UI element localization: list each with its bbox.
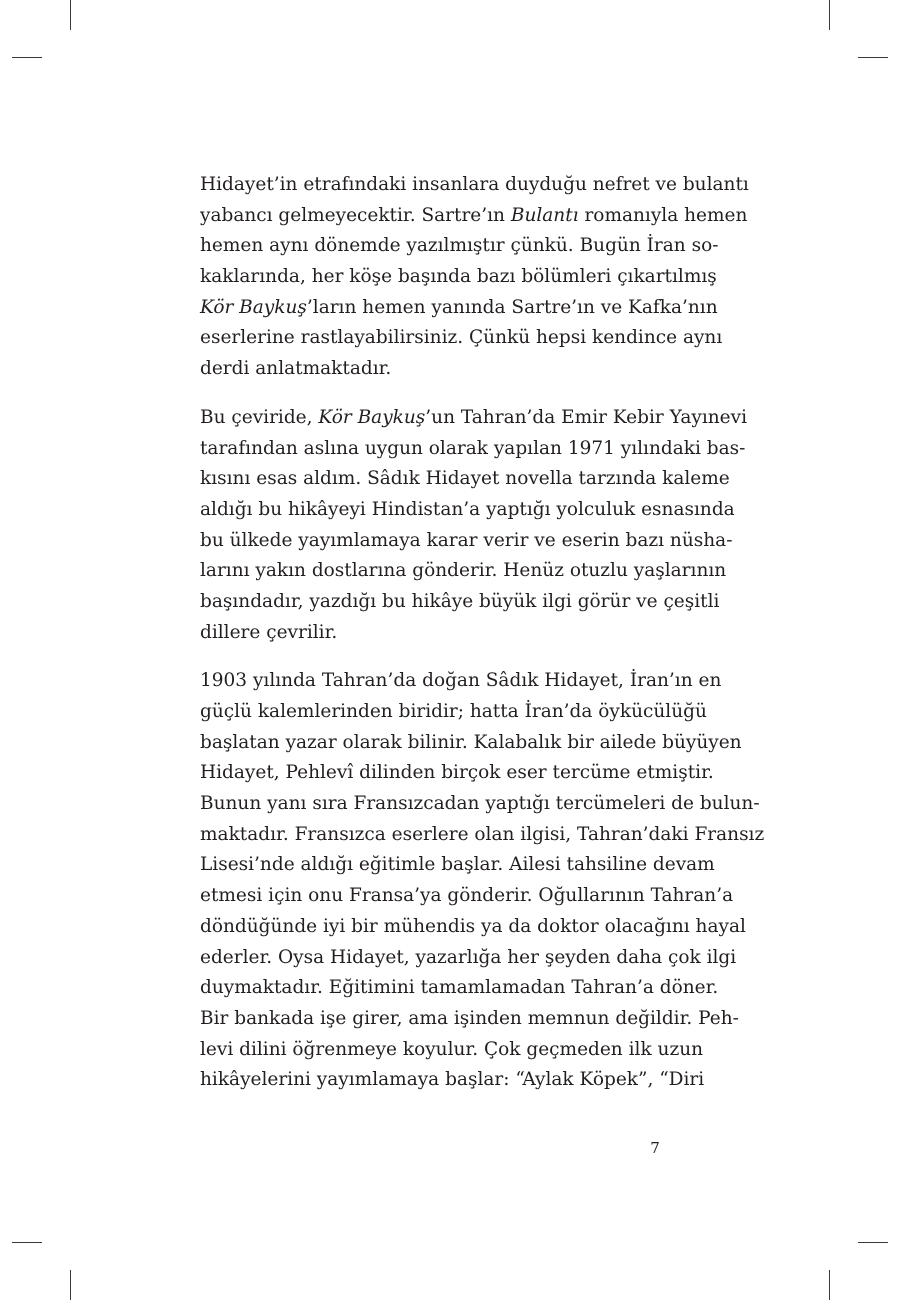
text-line — [200, 758, 714, 789]
crop-mark-right-bottom — [858, 1242, 888, 1243]
text-line — [200, 1065, 705, 1096]
text-line — [200, 1035, 704, 1066]
text-run: dillere çevrilir. — [200, 621, 338, 643]
text-run: tarafından aslına uygun olarak yapılan 1971 yılındaki bas- — [200, 437, 746, 459]
paragraph — [200, 403, 747, 649]
text-run: hemen aynı dönemde yazılmıştır çünkü. Bugün İran so- — [200, 235, 719, 257]
text-run: eserlerine rastlayabilirsiniz. Çünkü hepsi kendince aynı — [200, 327, 723, 349]
text-run: Bu çeviride, — [200, 406, 319, 428]
text-run: ederler. Oysa Hidayet, yazarlığa her şeyden daha çok ilgi — [200, 946, 737, 968]
page-number: 7 — [650, 1139, 660, 1157]
crop-mark-left-bottom — [12, 1242, 42, 1243]
text-run: duymaktadır. Eğitimini tamamlamadan Tahran’a döner. — [200, 977, 719, 999]
italic-title: Kör Baykuş — [200, 296, 307, 318]
text-line — [200, 587, 720, 618]
crop-mark-right-top — [858, 57, 888, 58]
text-run: maktadır. Fransızca eserlere olan ilgisi, Tahran’daki Fransız — [200, 823, 765, 845]
text-line — [200, 850, 715, 881]
paragraph — [200, 666, 765, 1096]
italic-title: Kör Baykuş — [318, 406, 426, 428]
text-run: kaklarında, her köşe başında bazı bölümleri çıkartılmış — [200, 266, 717, 288]
paragraph — [200, 170, 749, 385]
text-run: güçlü kalemlerinden biridir; hatta İran’da öykücülüğü — [200, 701, 707, 722]
text-line — [200, 728, 742, 759]
text-run: kısını esas aldım. Sâdık Hidayet novella tarzında kaleme — [200, 468, 730, 490]
text-run: bu ülkede yayımlamaya karar verir ve eserin bazı nüsha- — [200, 529, 733, 551]
text-line — [200, 464, 730, 495]
text-run: aldığı bu hikâyeyi Hindistan’a yaptığı yolculuk esnasında — [200, 498, 735, 520]
text-run: döndüğünde iyi bir mühendis ya da doktor olacağını hayal — [200, 915, 746, 937]
text-line — [200, 293, 718, 324]
text-line — [200, 556, 727, 587]
text-run: ’ların hemen yanında Sartre’ın ve Kafka’nın — [306, 296, 718, 318]
text-line — [200, 201, 748, 232]
text-run: Hidayet’in etrafındaki insanlara duyduğu nefret ve bulantı — [200, 174, 749, 195]
text-line — [200, 789, 760, 820]
text-line — [200, 666, 722, 697]
text-run: levi dilini öğrenmeye koyulur. Çok geçmeden ilk uzun — [200, 1038, 704, 1060]
text-run: Bir bankada işe girer, ama işinden memnun değildir. Peh- — [200, 1007, 739, 1029]
body-text — [200, 170, 765, 1114]
italic-title: Bulantı — [510, 204, 579, 226]
text-line — [200, 526, 733, 557]
text-run: 1903 yılında Tahran’da doğan Sâdık Hidayet, İran’ın en — [200, 670, 722, 692]
text-line — [200, 403, 747, 434]
text-run: larını yakın dostlarına gönderir. Henüz otuzlu yaşlarının — [200, 560, 727, 582]
text-line — [200, 354, 701, 385]
text-run: Lisesi’nde aldığı eğitimle başlar. Ailesi tahsiline devam — [200, 854, 715, 876]
crop-mark-bottom-right — [829, 1270, 830, 1300]
text-run: etmesi için onu Fransa’ya gönderir. Oğullarının Tahran’a — [200, 885, 734, 907]
text-line — [200, 323, 723, 354]
crop-mark-left-top — [12, 57, 42, 58]
text-run: Bunun yanı sıra Fransızcadan yaptığı tercümeleri de bulun- — [200, 793, 760, 815]
text-run: başlatan yazar olarak bilinir. Kalabalık bir ailede büyüyen — [200, 731, 742, 753]
text-line — [200, 912, 746, 943]
text-line — [200, 881, 734, 912]
text-run: derdi anlatmaktadır. — [200, 358, 392, 380]
text-run: Hidayet, Pehlevî dilinden birçok eser tercüme etmiştir. — [200, 762, 714, 784]
crop-mark-bottom-left — [70, 1270, 71, 1300]
text-run: yabancı gelmeyecektir. Sartre’ın — [200, 204, 511, 226]
crop-mark-top-right — [829, 0, 830, 30]
text-run: ’un Tahran’da Emir Kebir Yayınevi — [425, 406, 747, 428]
crop-mark-top-left — [70, 0, 71, 30]
text-run: başındadır, yazdığı bu hikâye büyük ilgi görür ve çeşitli — [200, 590, 720, 612]
text-line — [200, 434, 746, 465]
text-line — [200, 697, 707, 728]
text-line — [200, 170, 749, 201]
text-line — [200, 943, 737, 974]
text-line — [200, 820, 765, 851]
text-run: hikâyelerini yayımlamaya başlar: “Aylak Köpek”, “Diri — [200, 1069, 705, 1091]
text-line — [200, 1004, 739, 1035]
text-line — [200, 495, 735, 526]
text-line — [200, 231, 719, 262]
text-line — [200, 973, 719, 1004]
text-line — [200, 618, 701, 649]
text-run: romanıyla hemen — [578, 204, 748, 226]
text-line — [200, 262, 717, 293]
